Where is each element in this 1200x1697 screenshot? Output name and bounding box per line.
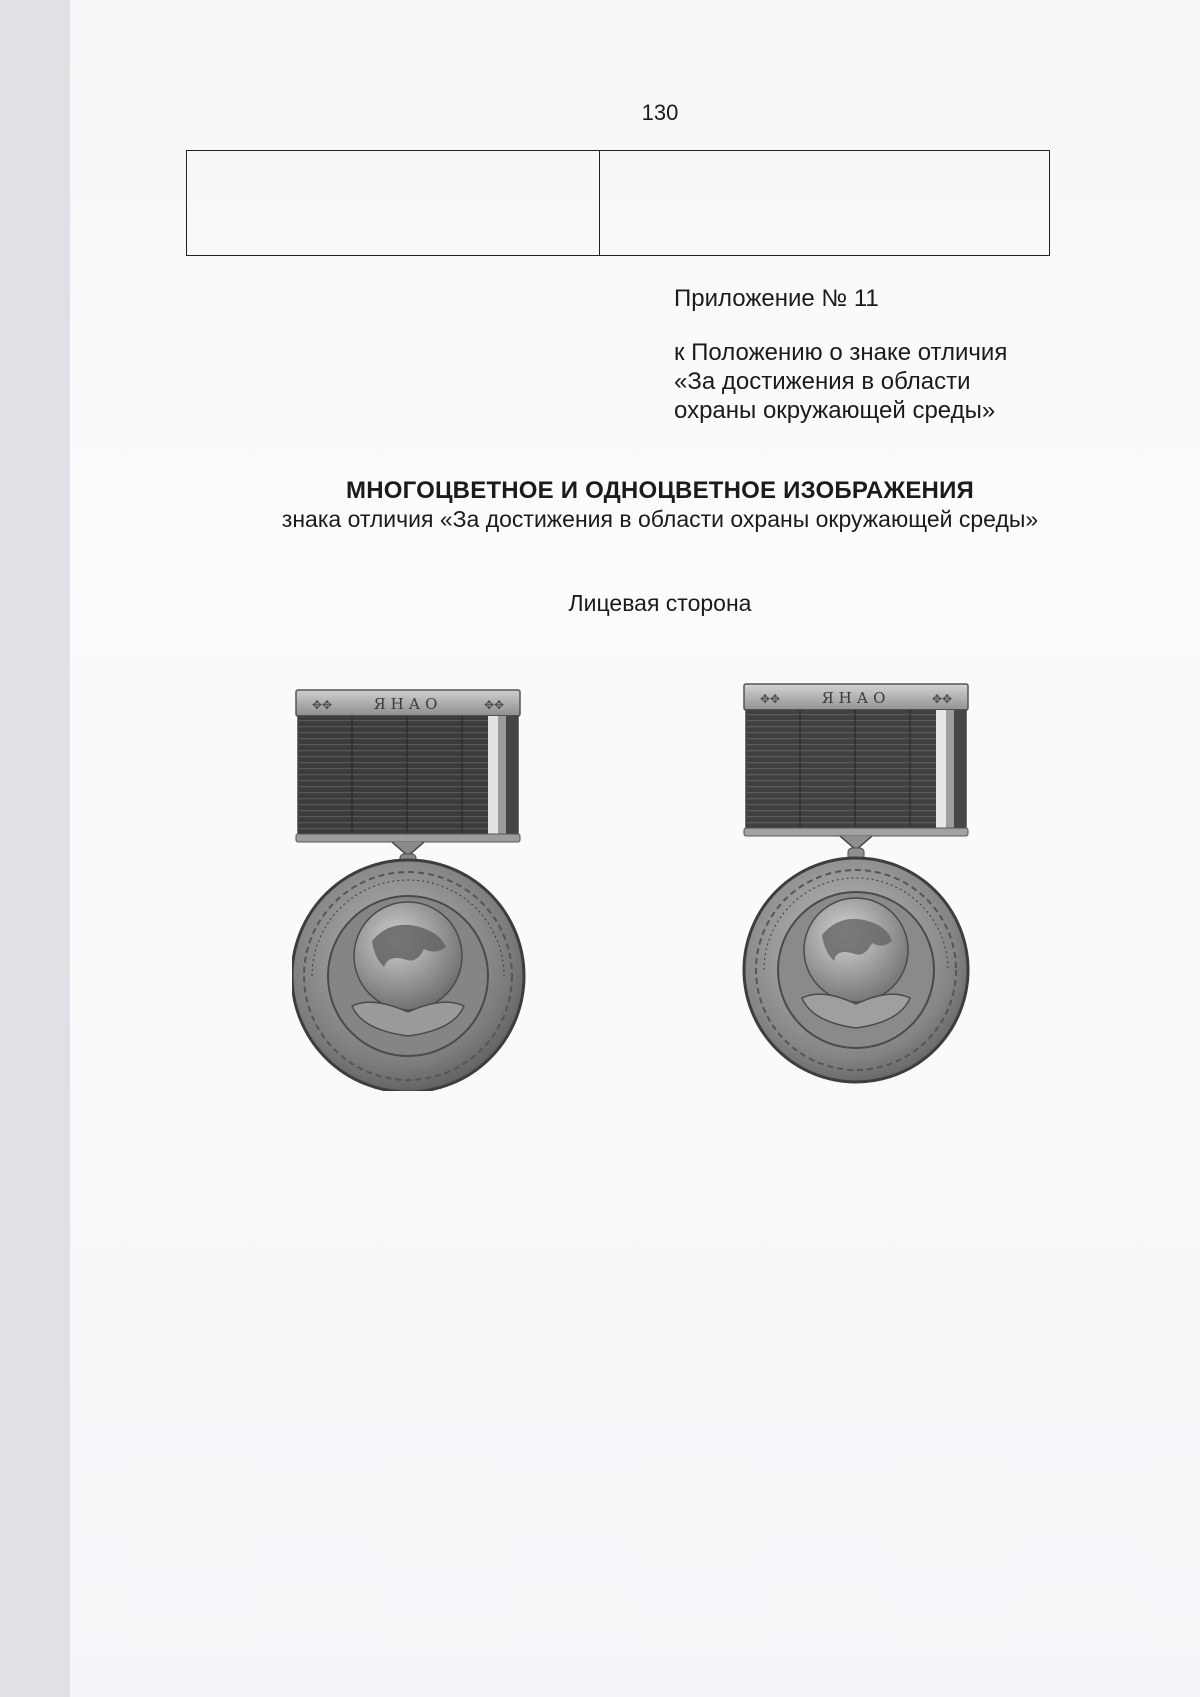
medal-image-multicolor xyxy=(292,686,532,1091)
medal-image-monochrome xyxy=(740,680,980,1085)
appendix-reference-line: к Положению о знаке отличия xyxy=(674,339,1008,366)
svg-text:✥✥: ✥✥ xyxy=(932,692,953,706)
svg-text:✥✥: ✥✥ xyxy=(760,692,781,706)
appendix-number: Приложение № 11 xyxy=(674,285,879,312)
medal-bar-inscription: ЯНАО xyxy=(821,689,891,707)
page-number: 130 xyxy=(641,100,679,125)
document-subtitle: знака отличия «За достижения в области охраны окружающей среды» xyxy=(281,506,1039,532)
appendix-reference-line: «За достижения в области xyxy=(674,368,971,395)
appendix-reference xyxy=(674,338,1007,425)
header-table xyxy=(186,150,1050,256)
appendix-block xyxy=(674,284,1007,425)
side-label: Лицевая сторона xyxy=(568,590,752,616)
svg-text:✥✥: ✥✥ xyxy=(312,698,333,712)
svg-text:✥✥: ✥✥ xyxy=(484,698,505,712)
medal-bar-inscription: ЯНАО xyxy=(373,695,443,713)
header-table-cell-right xyxy=(600,151,1050,256)
header-table-cell-left xyxy=(187,151,600,256)
appendix-reference-line: охраны окружающей среды» xyxy=(674,397,996,424)
document-title: МНОГОЦВЕТНОЕ И ОДНОЦВЕТНОЕ ИЗОБРАЖЕНИЯ xyxy=(346,477,974,504)
